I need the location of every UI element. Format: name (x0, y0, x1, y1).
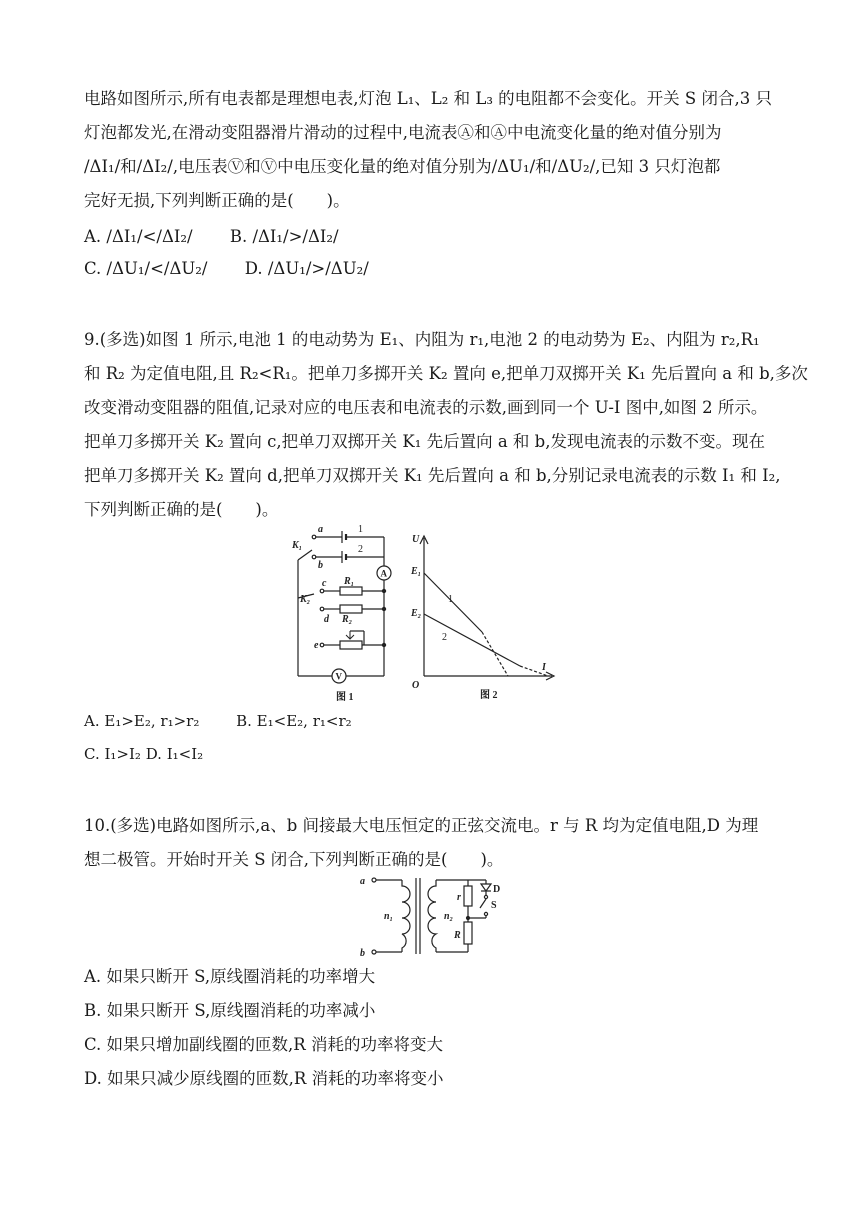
q8-line-3: /ΔI₁/和/ΔI₂/,电压表Ⓥ和Ⓥ中电压变化量的绝对值分别为/ΔU₁/和/ΔU₂/,已知 3 只灯泡都 (84, 157, 721, 176)
label-r1: R₁ (344, 576, 355, 587)
q9-figure-2-ui-graph (410, 528, 560, 706)
q9-option-b[interactable]: B. E₁<E₂, r₁<r₂ (236, 712, 352, 730)
terminal-a-label: a (360, 876, 365, 887)
q10-line-2: 想二极管。开始时开关 S 闭合,下列判断正确的是( )。 (84, 850, 504, 869)
q10-option-d[interactable]: D. 如果只减少原线圈的匝数,R 消耗的功率将变小 (84, 1069, 444, 1088)
small-r-label: r (457, 892, 461, 903)
q10-transformer-figure (358, 872, 508, 962)
voltmeter-label: V (335, 671, 342, 682)
label-a: a (318, 524, 323, 535)
q9-line-4: 把单刀多掷开关 K₂ 置向 c,把单刀双掷开关 K₁ 先后置向 a 和 b,发现电流表的示数不变。现在 (84, 432, 765, 451)
q9-option-a[interactable]: A. E₁>E₂, r₁>r₂ (84, 712, 200, 730)
q9-figure-1-circuit (292, 518, 410, 706)
terminal-b-label: b (360, 948, 365, 959)
q8-option-row-1 (84, 226, 371, 248)
q9-line-6: 下列判断正确的是( )。 (84, 500, 279, 519)
q8-option-d[interactable]: D. /ΔU₁/>/ΔU₂/ (244, 259, 369, 278)
q10-option-a[interactable]: A. 如果只断开 S,原线圈消耗的功率增大 (84, 967, 376, 986)
figure-1-caption: 图 1 (336, 692, 354, 703)
figure-2-caption: 图 2 (480, 690, 498, 701)
label-r2: R₂ (342, 614, 353, 625)
label-d: d (324, 614, 329, 625)
line-1-label: 1 (448, 594, 453, 605)
q8-line-4: 完好无损,下列判断正确的是( )。 (84, 191, 350, 210)
q10-line-1: 10.(多选)电路如图所示,a、b 间接最大电压恒定的正弦交流电。r 与 R 均为定值电阻,D 为理 (84, 816, 759, 835)
label-k1: K₁ (292, 540, 303, 551)
q8-option-b[interactable]: B. /ΔI₁/>/ΔI₂/ (229, 227, 339, 246)
n2-label: n₂ (444, 911, 454, 922)
q8-option-c[interactable]: C. /ΔU₁/</ΔU₂/ (84, 259, 208, 278)
q9-option-row-1 (84, 710, 384, 732)
q9-line-3: 改变滑动变阻器的阻值,记录对应的电压表和电流表的示数,画到同一个 U-I 图中,如图 2 所示。 (84, 398, 768, 417)
big-r-label: R (454, 930, 461, 941)
q10-option-c[interactable]: C. 如果只增加副线圈的匝数,R 消耗的功率将变大 (84, 1035, 443, 1054)
q8-option-a[interactable]: A. /ΔI₁/</ΔI₂/ (84, 227, 193, 246)
label-battery-1: 1 (358, 524, 363, 535)
n1-label: n₁ (384, 911, 394, 922)
q8-line-2: 灯泡都发光,在滑动变阻器滑片滑动的过程中,电流表Ⓐ和Ⓐ中电流变化量的绝对值分别为 (84, 123, 722, 142)
line-2-label: 2 (442, 632, 447, 643)
label-c: c (322, 578, 327, 589)
label-k2: K₂ (300, 594, 311, 605)
switch-s-label: S (491, 900, 497, 911)
ammeter-label: A (380, 568, 387, 579)
origin-label: O (412, 680, 420, 691)
q9-line-5: 把单刀多掷开关 K₂ 置向 d,把单刀双掷开关 K₁ 先后置向 a 和 b,分别记录电流表的示数 I₁ 和 I₂, (84, 466, 781, 485)
q9-line-1: 9.(多选)如图 1 所示,电池 1 的电动势为 E₁、内阻为 r₁,电池 2 的电动势为 E₂、内阻为 r₂,R₁ (84, 330, 760, 349)
label-b: b (318, 560, 323, 571)
q9-option-row-2[interactable]: C. I₁>I₂ D. I₁<I₂ (84, 745, 204, 763)
label-battery-2: 2 (358, 544, 363, 555)
q9-line-2: 和 R₂ 为定值电阻,且 R₂<R₁。把单刀多掷开关 K₂ 置向 e,把单刀双掷开关 K₁ 先后置向 a 和 b,多次 (84, 364, 808, 383)
q8-line-1: 电路如图所示,所有电表都是理想电表,灯泡 L₁、L₂ 和 L₃ 的电阻都不会变化。开关 S 闭合,3 只 (84, 89, 772, 108)
axis-u-label: U (412, 534, 420, 545)
e2-label: E₂ (411, 608, 422, 619)
label-e: e (314, 640, 319, 651)
e1-label: E₁ (411, 566, 422, 577)
diode-label: D (493, 884, 501, 895)
q10-option-b[interactable]: B. 如果只断开 S,原线圈消耗的功率减小 (84, 1001, 376, 1020)
q8-option-row-2 (84, 258, 401, 280)
axis-i-label: I (542, 662, 546, 673)
